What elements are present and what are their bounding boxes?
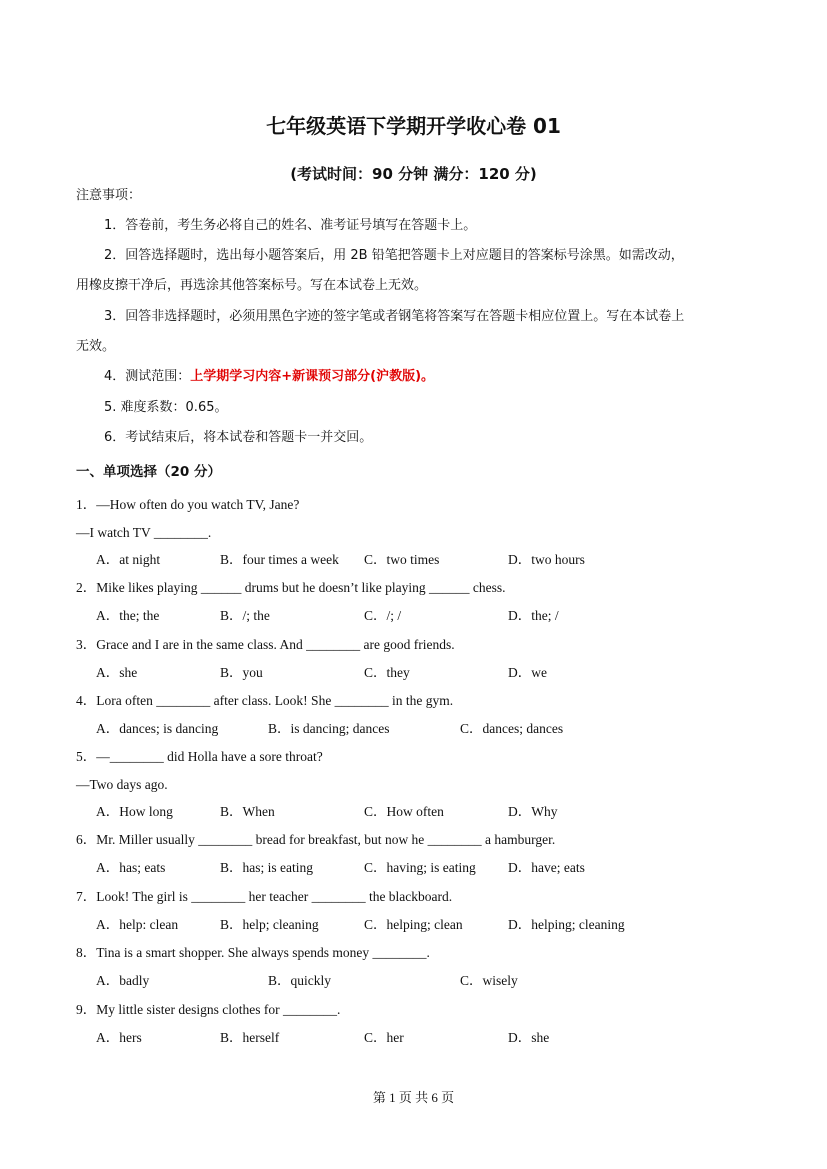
option-b: B．help; cleaning — [220, 917, 319, 932]
notice-item-1: 1．答卷前，考生务必将自己的姓名、准考证号填写在答题卡上。 — [104, 218, 477, 233]
option-c: C．her — [364, 1030, 404, 1045]
option-a: A．help: clean — [96, 917, 179, 932]
question-stem-line-2: —I watch TV ________. — [76, 525, 212, 540]
question-stem-line-2: —Two days ago. — [76, 777, 168, 792]
section-title: 一、单项选择（20 分） — [76, 464, 221, 480]
exam-info: (考试时间：90 分钟 满分：120 分) — [290, 165, 537, 183]
page-footer: 第 1 页 共 6 页 — [372, 1090, 455, 1105]
option-b: B．four times a week — [220, 552, 339, 567]
option-b: B．is dancing; dances — [268, 721, 390, 736]
question-stem: 2．Mike likes playing ______ drums but he doesn’t like playing ______ chess. — [76, 580, 506, 595]
question-stem: 5．—________ did Holla have a sore throat? — [76, 749, 323, 764]
option-a: A．How long — [96, 804, 173, 819]
option-d: D．have; eats — [508, 860, 585, 875]
option-b: B．/; the — [220, 608, 270, 623]
option-c: C．How often — [364, 804, 444, 819]
option-a: A．has; eats — [96, 860, 166, 875]
option-b: B．has; is eating — [220, 860, 313, 875]
option-c: C．dances; dances — [460, 721, 564, 736]
option-d: D．she — [508, 1030, 550, 1045]
option-b: B．you — [220, 665, 263, 680]
question-stem: 8．Tina is a smart shopper. She always spends money ________. — [76, 945, 430, 960]
notice-item-5: 5. 难度系数：0.65。 — [104, 400, 228, 415]
question-stem: 6．Mr. Miller usually ________ bread for breakfast, but now he ________ a hamburger. — [76, 832, 556, 847]
option-c: C．two times — [364, 552, 440, 567]
option-a: A．hers — [96, 1030, 142, 1045]
option-a: A．dances; is dancing — [96, 721, 219, 736]
notice-item-4-prefix: 4．测试范围： — [104, 369, 191, 384]
option-c: C．wisely — [460, 973, 518, 988]
notice-item-6: 6．考试结束后，将本试卷和答题卡一并交回。 — [104, 430, 373, 445]
option-c: C．having; is eating — [364, 860, 476, 875]
option-c: C．helping; clean — [364, 917, 463, 932]
question-stem: 3．Grace and I are in the same class. And ________ are good friends. — [76, 637, 455, 652]
option-b: B．herself — [220, 1030, 280, 1045]
option-d: D．two hours — [508, 552, 585, 567]
option-b: B．When — [220, 804, 275, 819]
option-a: A．she — [96, 665, 138, 680]
option-d: D．helping; cleaning — [508, 917, 625, 932]
option-a: A．at night — [96, 552, 161, 567]
notice-item-2-line-1: 2．回答选择题时，选出每小题答案后，用 2B 铅笔把答题卡上对应题目的答案标号涂黑。如需改动， — [104, 248, 684, 263]
notice-item-2-line-2: 用橡皮擦干净后，再选涂其他答案标号。写在本试卷上无效。 — [76, 278, 428, 293]
notice-item-3-line-1: 3．回答非选择题时，必须用黑色字迹的签字笔或者钢笔将答案写在答题卡相应位置上。写在本试卷上 — [104, 309, 685, 324]
option-a: A．the; the — [96, 608, 160, 623]
option-c: C．/; / — [364, 608, 402, 623]
notice-heading: 注意事项： — [76, 188, 142, 203]
option-a: A．badly — [96, 973, 150, 988]
page-title: 七年级英语下学期开学收心卷 01 — [266, 114, 561, 138]
option-d: D．the; / — [508, 608, 559, 623]
question-stem: 1．—How often do you watch TV, Jane? — [76, 497, 300, 512]
notice-item-4 — [104, 369, 434, 385]
option-b: B．quickly — [268, 973, 331, 988]
test-scope: 上学期学习内容+新课预习部分(沪教版)。 — [190, 369, 435, 384]
notice-item-3-line-2: 无效。 — [76, 339, 116, 354]
question-stem: 9．My little sister designs clothes for ________. — [76, 1002, 341, 1017]
option-d: D．we — [508, 665, 547, 680]
question-stem: 4．Lora often ________ after class. Look! She ________ in the gym. — [76, 693, 454, 708]
option-c: C．they — [364, 665, 410, 680]
question-stem: 7．Look! The girl is ________ her teacher ________ the blackboard. — [76, 889, 453, 904]
option-d: D．Why — [508, 804, 558, 819]
